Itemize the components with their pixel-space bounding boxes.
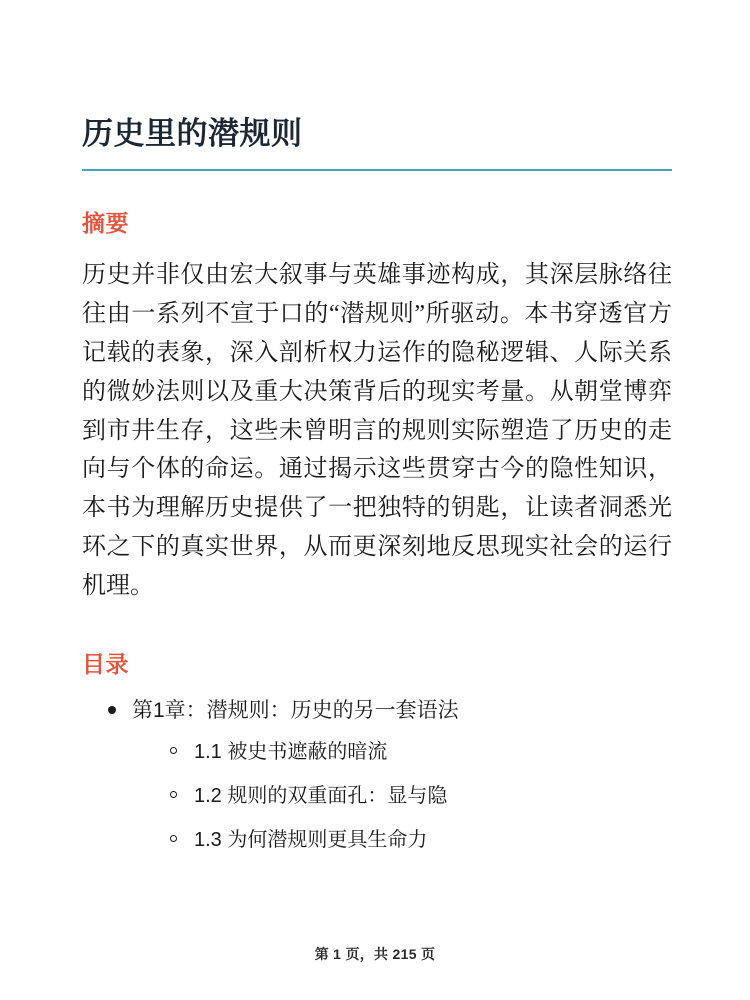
toc-section-item[interactable] [168,737,672,767]
toc-section-label: 1.3 为何潜规则更具生命力 [194,829,428,852]
toc-section-list [132,737,672,855]
toc-section-label: 1.1 被史书遮蔽的暗流 [194,741,388,764]
toc-chapter-label: 第1章：潜规则：历史的另一套语法 [132,698,459,722]
page-footer: 第 1 页，共 215 页 [314,946,436,962]
bullet-circle-icon [170,791,177,798]
toc-section-item[interactable] [168,825,672,855]
toc-list [82,695,672,856]
toc-chapter-item[interactable] [106,695,672,856]
title-divider [82,169,672,171]
toc-section-item[interactable] [168,781,672,811]
abstract-heading: 摘要 [82,210,129,236]
bullet-circle-icon [170,835,177,842]
toc-section-label: 1.2 规则的双重面孔：显与隐 [194,785,448,808]
bullet-disc-icon [108,706,116,714]
abstract-body: 历史并非仅由宏大叙事与英雄事迹构成，其深层脉络往往由一系列不宣于口的“潜规则”所驱动。本书穿透官方记载的表象，深入剖析权力运作的隐秘逻辑、人际关系的微妙法则以及重大决策背后的现实考量。从朝堂博弈到市井生存，这些未曾明言的规则实际塑造了历史的走向与个体的命运。通过揭示这些贯穿古今的隐性知识，本书为理解历史提供了一把独特的钥匙，让读者洞悉光环之下的真实世界，从而更深刻地反思现实社会的运行机理。 [82,262,672,599]
bullet-circle-icon [170,747,177,754]
page-title: 历史里的潜规则 [82,116,303,151]
toc-heading: 目录 [82,650,129,677]
